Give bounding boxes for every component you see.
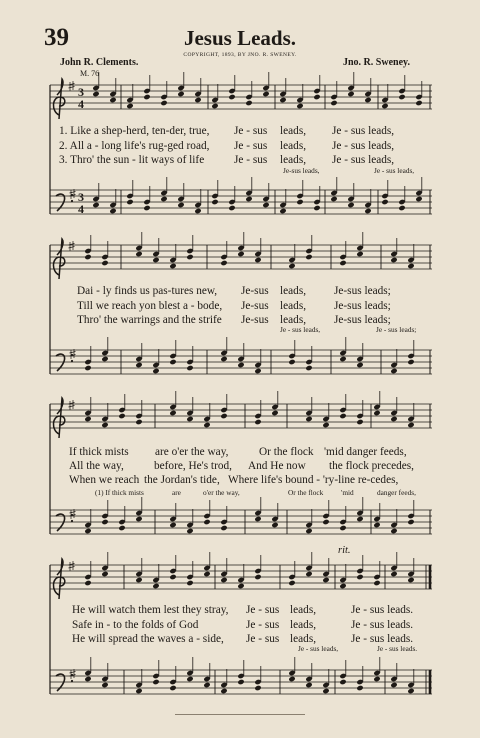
note-head <box>203 571 210 577</box>
note-head <box>237 583 244 589</box>
verse-1-jesus: Je - sus <box>234 125 268 137</box>
echo-text: are <box>172 488 181 497</box>
note-head <box>288 263 295 269</box>
echo-jesus-leads: Je - sus leads, <box>280 325 321 334</box>
note-head <box>109 97 116 103</box>
verse-3-line-3a: When we reach <box>69 474 140 486</box>
note-head <box>271 522 278 528</box>
verse-3-line-3c: Where life's bound - 'ry-line re-cedes, <box>228 474 399 486</box>
note-head <box>143 205 150 211</box>
verse-1-leads: leads, <box>290 604 317 616</box>
verse-2-jesus: Je - sus <box>234 140 268 152</box>
note-head <box>160 100 167 106</box>
time-signature: 3 <box>78 85 84 99</box>
verse-1-line-2: Dai - ly finds us pas-tures new, <box>77 285 218 297</box>
note-head <box>288 676 295 682</box>
note-head <box>279 97 286 103</box>
note-head <box>356 516 363 522</box>
verse-3-line-1: 3. Thro' the sun - lit ways of life <box>59 154 205 166</box>
bass-clef <box>56 674 65 691</box>
note-head <box>407 263 414 269</box>
note-head <box>186 580 193 586</box>
verse-3-jesus: Je - sus <box>246 633 280 645</box>
note-head <box>313 94 320 100</box>
verse-2-line-2: Till we reach yon blest a - bode, <box>77 300 223 312</box>
note-head <box>237 251 244 257</box>
bass-clef <box>56 194 65 211</box>
note-head <box>271 410 278 416</box>
note-head <box>101 260 108 266</box>
key-signature-sharp <box>70 509 76 519</box>
note-head <box>84 254 91 260</box>
note-head <box>186 528 193 534</box>
note-head <box>398 94 405 100</box>
echo-jesus-leads: Je - sus leads; <box>376 325 417 334</box>
bass-clef <box>56 514 65 531</box>
hymn-title: Jesus Leads. <box>183 26 297 50</box>
note-head <box>296 103 303 109</box>
note-head <box>407 422 414 428</box>
note-head <box>220 413 227 419</box>
time-signature: 4 <box>78 202 84 216</box>
note-head <box>262 202 269 208</box>
note-head <box>220 356 227 362</box>
note-head <box>109 208 116 214</box>
echo-text: (1) If thick mists <box>95 488 144 497</box>
note-head <box>390 416 397 422</box>
note-head <box>135 516 142 522</box>
note-head <box>220 577 227 583</box>
verse-3-line-4: He will spread the waves a - side, <box>72 633 224 645</box>
lyricist-credit: John R. Clements. <box>60 57 139 68</box>
verse-3-leads: leads, <box>280 154 307 166</box>
note-head <box>313 205 320 211</box>
note-head <box>84 416 91 422</box>
note-head <box>186 416 193 422</box>
verse-1-refrain: Je - sus leads, <box>332 125 395 137</box>
verse-2-line-3d: the flock precedes, <box>329 460 414 472</box>
note-head <box>279 208 286 214</box>
note-head <box>237 362 244 368</box>
note-head <box>237 679 244 685</box>
bass-clef-dot <box>71 200 73 202</box>
note-head <box>194 208 201 214</box>
verse-2-leads: leads, <box>280 140 307 152</box>
verse-3-leads: leads, <box>290 633 317 645</box>
verse-3-jesus: Je-sus <box>241 314 269 326</box>
note-head <box>152 583 159 589</box>
bass-clef-dot <box>71 360 73 362</box>
copyright-notice: COPYRIGHT, 1893, BY JNO. R. SWENEY. <box>183 52 297 58</box>
note-head <box>390 682 397 688</box>
note-head <box>288 580 295 586</box>
tempo-marking: M. 76 <box>80 69 100 78</box>
note-head <box>390 528 397 534</box>
verse-2-line-3b: before, He's trod, <box>154 460 232 472</box>
note-head <box>101 422 108 428</box>
note-head <box>135 419 142 425</box>
note-head <box>356 419 363 425</box>
note-head <box>135 251 142 257</box>
bass-clef <box>56 354 65 371</box>
echo-jesus-leads: Je-sus leads, <box>283 166 320 175</box>
note-head <box>415 100 422 106</box>
echo-text: danger feeds, <box>377 488 416 497</box>
verse-1-line-3d: 'mid danger feeds, <box>324 446 407 458</box>
note-head <box>135 688 142 694</box>
verse-3-refrain: Je - sus leads. <box>351 633 414 645</box>
note-head <box>101 519 108 525</box>
verse-1-refrain: Je - sus leads. <box>351 604 414 616</box>
note-head <box>339 525 346 531</box>
note-head <box>339 679 346 685</box>
note-head <box>203 422 210 428</box>
ritardando-marking: rit. <box>338 545 351 556</box>
note-head <box>398 205 405 211</box>
note-head <box>305 365 312 371</box>
echo-jesus-leads: Je - sus leads, <box>374 166 415 175</box>
note-head <box>169 359 176 365</box>
verse-2-refrain: Je-sus leads; <box>334 300 391 312</box>
note-head <box>203 682 210 688</box>
note-head <box>92 91 99 97</box>
note-head <box>126 103 133 109</box>
note-head <box>152 257 159 263</box>
note-head <box>305 571 312 577</box>
composer-credit: Jno. R. Sweney. <box>343 57 410 68</box>
note-head <box>169 685 176 691</box>
verse-1-jesus: Je-sus <box>241 285 269 297</box>
note-head <box>84 528 91 534</box>
note-head <box>177 91 184 97</box>
note-head <box>347 91 354 97</box>
note-head <box>322 688 329 694</box>
note-head <box>296 199 303 205</box>
verse-3-line-3b: the Jordan's tide, <box>144 474 220 486</box>
note-head <box>220 525 227 531</box>
note-head <box>135 577 142 583</box>
note-head <box>186 254 193 260</box>
note-head <box>245 196 252 202</box>
note-head <box>381 103 388 109</box>
time-signature: 4 <box>78 97 84 111</box>
echo-text: 'mid <box>341 488 354 497</box>
note-head <box>288 359 295 365</box>
verse-2-line-1: 2. All a - long life's rug-ged road, <box>59 140 210 152</box>
note-head <box>305 682 312 688</box>
echo-jesus-leads: Je - sus leads, <box>298 644 339 653</box>
verse-1-refrain: Je-sus leads; <box>334 285 391 297</box>
note-head <box>390 257 397 263</box>
verse-2-line-4: Safe in - to the folds of God <box>72 619 199 631</box>
note-head <box>84 580 91 586</box>
note-head <box>254 574 261 580</box>
note-head <box>305 254 312 260</box>
note-head <box>339 413 346 419</box>
verse-2-leads: leads, <box>280 300 307 312</box>
note-head <box>245 100 252 106</box>
verse-1-line-4: He will watch them lest they stray, <box>72 604 229 616</box>
note-head <box>373 676 380 682</box>
note-head <box>254 419 261 425</box>
time-signature: 3 <box>78 190 84 204</box>
verse-2-jesus: Je - sus <box>246 619 280 631</box>
note-head <box>169 410 176 416</box>
note-head <box>126 199 133 205</box>
verse-3-leads: leads, <box>280 314 307 326</box>
note-head <box>322 577 329 583</box>
note-head <box>169 263 176 269</box>
key-signature-sharp <box>70 189 76 199</box>
verse-1-line-3c: Or the flock <box>259 446 314 458</box>
note-head <box>101 571 108 577</box>
note-head <box>356 251 363 257</box>
note-head <box>220 260 227 266</box>
verse-3-jesus: Je - sus <box>234 154 268 166</box>
note-head <box>254 516 261 522</box>
echo-text: o'er the way, <box>203 488 240 497</box>
note-head <box>347 202 354 208</box>
note-head <box>177 202 184 208</box>
note-head <box>254 368 261 374</box>
note-head <box>415 196 422 202</box>
verse-1-leads: leads, <box>280 125 307 137</box>
verse-2-line-3a: All the way, <box>69 460 124 472</box>
note-head <box>339 583 346 589</box>
verse-3-refrain: Je - sus leads, <box>332 154 395 166</box>
verse-3-refrain: Je-sus leads; <box>334 314 391 326</box>
verse-1-leads: leads, <box>280 285 307 297</box>
note-head <box>339 356 346 362</box>
note-head <box>186 676 193 682</box>
note-head <box>186 365 193 371</box>
note-head <box>228 94 235 100</box>
key-signature-sharp <box>70 349 76 359</box>
note-head <box>322 422 329 428</box>
note-head <box>364 208 371 214</box>
note-head <box>356 362 363 368</box>
note-head <box>220 688 227 694</box>
note-head <box>373 522 380 528</box>
note-head <box>373 410 380 416</box>
note-head <box>118 525 125 531</box>
note-head <box>407 359 414 365</box>
note-head <box>135 362 142 368</box>
note-head <box>152 368 159 374</box>
key-signature-sharp <box>69 241 75 251</box>
note-head <box>194 97 201 103</box>
echo-jesus-leads: Je - sus leads. <box>377 644 418 653</box>
note-head <box>339 260 346 266</box>
verse-1-line-1: 1. Like a shep-herd, ten-der, true, <box>59 125 210 137</box>
note-head <box>322 519 329 525</box>
note-head <box>101 682 108 688</box>
verse-2-jesus: Je-sus <box>241 300 269 312</box>
note-head <box>84 676 91 682</box>
key-signature-sharp <box>70 669 76 679</box>
key-signature-sharp <box>69 400 75 410</box>
note-head <box>330 196 337 202</box>
verse-1-line-3a: If thick mists <box>69 446 129 458</box>
verse-2-line-3c: And He now <box>248 460 306 472</box>
note-head <box>390 571 397 577</box>
note-head <box>211 199 218 205</box>
note-head <box>143 94 150 100</box>
note-head <box>356 685 363 691</box>
note-head <box>390 368 397 374</box>
note-head <box>101 356 108 362</box>
hymn-number: 39 <box>44 24 69 51</box>
note-head <box>84 365 91 371</box>
note-head <box>169 574 176 580</box>
note-head <box>262 91 269 97</box>
bass-clef-dot <box>71 520 73 522</box>
note-head <box>407 688 414 694</box>
note-head <box>118 413 125 419</box>
note-head <box>203 519 210 525</box>
note-head <box>381 199 388 205</box>
note-head <box>305 528 312 534</box>
note-head <box>254 685 261 691</box>
verse-2-leads: leads, <box>290 619 317 631</box>
verse-1-line-3b: are o'er the way, <box>155 446 229 458</box>
verse-1-jesus: Je - sus <box>246 604 280 616</box>
note-head <box>305 416 312 422</box>
key-signature-sharp <box>69 561 75 571</box>
bottom-divider <box>175 714 305 715</box>
note-head <box>228 205 235 211</box>
note-head <box>330 100 337 106</box>
verse-2-refrain: Je - sus leads. <box>351 619 414 631</box>
verse-2-refrain: Je - sus leads, <box>332 140 395 152</box>
echo-text: Or the flock <box>288 488 324 497</box>
note-head <box>364 97 371 103</box>
note-head <box>169 522 176 528</box>
note-head <box>373 580 380 586</box>
verse-3-line-2: Thro' the warrings and the strife <box>77 314 222 326</box>
note-head <box>152 679 159 685</box>
note-head <box>356 574 363 580</box>
note-head <box>92 202 99 208</box>
note-head <box>407 519 414 525</box>
note-head <box>254 257 261 263</box>
key-signature-sharp <box>69 81 75 91</box>
note-head <box>160 196 167 202</box>
bass-clef-dot <box>71 680 73 682</box>
note-head <box>407 577 414 583</box>
note-head <box>211 103 218 109</box>
